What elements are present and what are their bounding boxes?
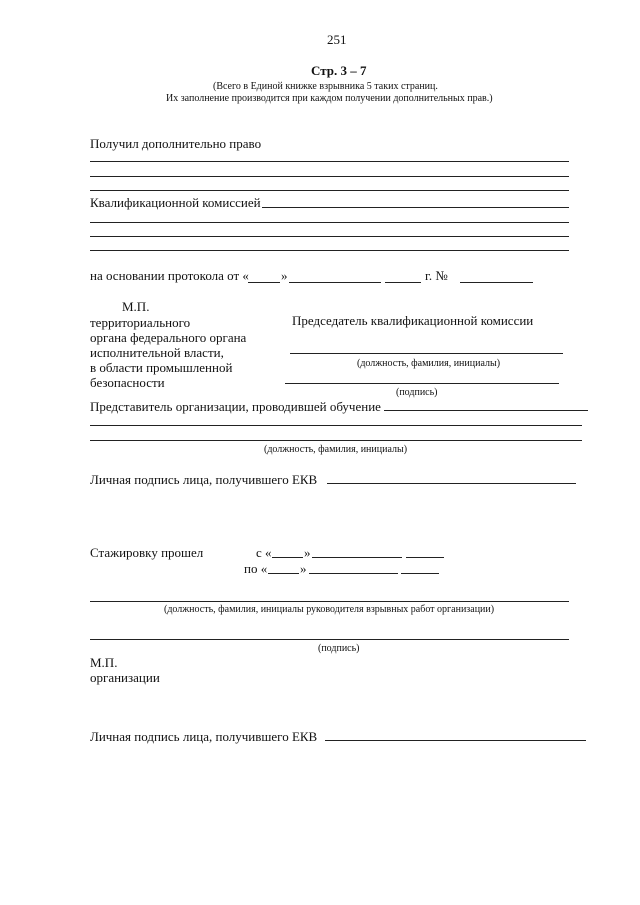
stamp-org-line-5: безопасности <box>90 375 165 390</box>
blasting-head-position-caption: (должность, фамилия, инициалы руководителя взрывных работ организации) <box>164 604 495 615</box>
commission-field-line[interactable] <box>262 207 569 208</box>
internship-to-label: по « <box>244 561 268 576</box>
stamp-org-line-3: исполнительной власти, <box>90 345 224 360</box>
internship-to-year[interactable] <box>401 573 439 574</box>
personal-signature-field-2[interactable] <box>325 740 586 741</box>
training-org-line-2[interactable] <box>90 425 582 426</box>
stamp-org-line-1: территориального <box>90 315 191 330</box>
received-right-label: Получил дополнительно право <box>90 136 262 151</box>
internship-to-day[interactable] <box>268 573 299 574</box>
chairman-position-field[interactable] <box>290 353 563 354</box>
personal-signature-field-1[interactable] <box>327 483 576 484</box>
commission-line-2[interactable] <box>90 222 569 223</box>
training-org-field[interactable] <box>384 410 588 411</box>
training-org-label: Представитель организации, проводившей обучение <box>90 399 381 414</box>
stamp-org-line-4: в области промышленной <box>90 360 233 375</box>
commission-line-4[interactable] <box>90 250 569 251</box>
internship-from-day[interactable] <box>272 557 303 558</box>
header-note-line-1: (Всего в Единой книжке взрывника 5 таких страниц. <box>213 81 438 92</box>
internship-from-month[interactable] <box>312 557 402 558</box>
protocol-day-field[interactable] <box>248 282 280 283</box>
blasting-head-signature-caption: (подпись) <box>318 643 360 654</box>
chairman-signature-caption: (подпись) <box>396 387 438 398</box>
page-number: 251 <box>327 32 347 47</box>
stamp-org-line-2: органа федерального органа <box>90 330 247 345</box>
right-field-line-1[interactable] <box>90 161 569 162</box>
protocol-year-field[interactable] <box>385 282 421 283</box>
internship-to-quote: » <box>300 561 307 576</box>
personal-signature-label-2: Личная подпись лица, получившего ЕКВ <box>90 729 318 744</box>
org-stamp-label: организации <box>90 670 160 685</box>
internship-from-label: с « <box>256 545 272 560</box>
training-org-line-3[interactable] <box>90 440 582 441</box>
protocol-label: на основании протокола от « <box>90 268 249 283</box>
protocol-number-label: г. № <box>425 268 448 283</box>
protocol-quote-close: » <box>281 268 288 283</box>
internship-label: Стажировку прошел <box>90 545 204 560</box>
internship-from-year[interactable] <box>406 557 444 558</box>
org-stamp-mp: М.П. <box>90 655 118 670</box>
blasting-head-position-field[interactable] <box>90 601 569 602</box>
chairman-position-caption: (должность, фамилия, инициалы) <box>357 358 501 369</box>
chairman-signature-field[interactable] <box>285 383 559 384</box>
commission-label: Квалификационной комиссией <box>90 195 261 210</box>
protocol-month-field[interactable] <box>289 282 381 283</box>
header-note-line-2: Их заполнение производится при каждом получении дополнительных прав.) <box>166 93 493 104</box>
protocol-number-field[interactable] <box>460 282 533 283</box>
internship-to-month[interactable] <box>309 573 398 574</box>
right-field-line-3[interactable] <box>90 190 569 191</box>
right-field-line-2[interactable] <box>90 176 569 177</box>
chairman-title: Председатель квалификационной комиссии <box>292 313 534 328</box>
training-org-caption: (должность, фамилия, инициалы) <box>264 444 408 455</box>
personal-signature-label-1: Личная подпись лица, получившего ЕКВ <box>90 472 318 487</box>
page-title: Стр. 3 – 7 <box>311 63 367 78</box>
commission-line-3[interactable] <box>90 236 569 237</box>
internship-from-quote: » <box>304 545 311 560</box>
stamp-mp: М.П. <box>122 299 150 314</box>
blasting-head-signature-field[interactable] <box>90 639 569 640</box>
